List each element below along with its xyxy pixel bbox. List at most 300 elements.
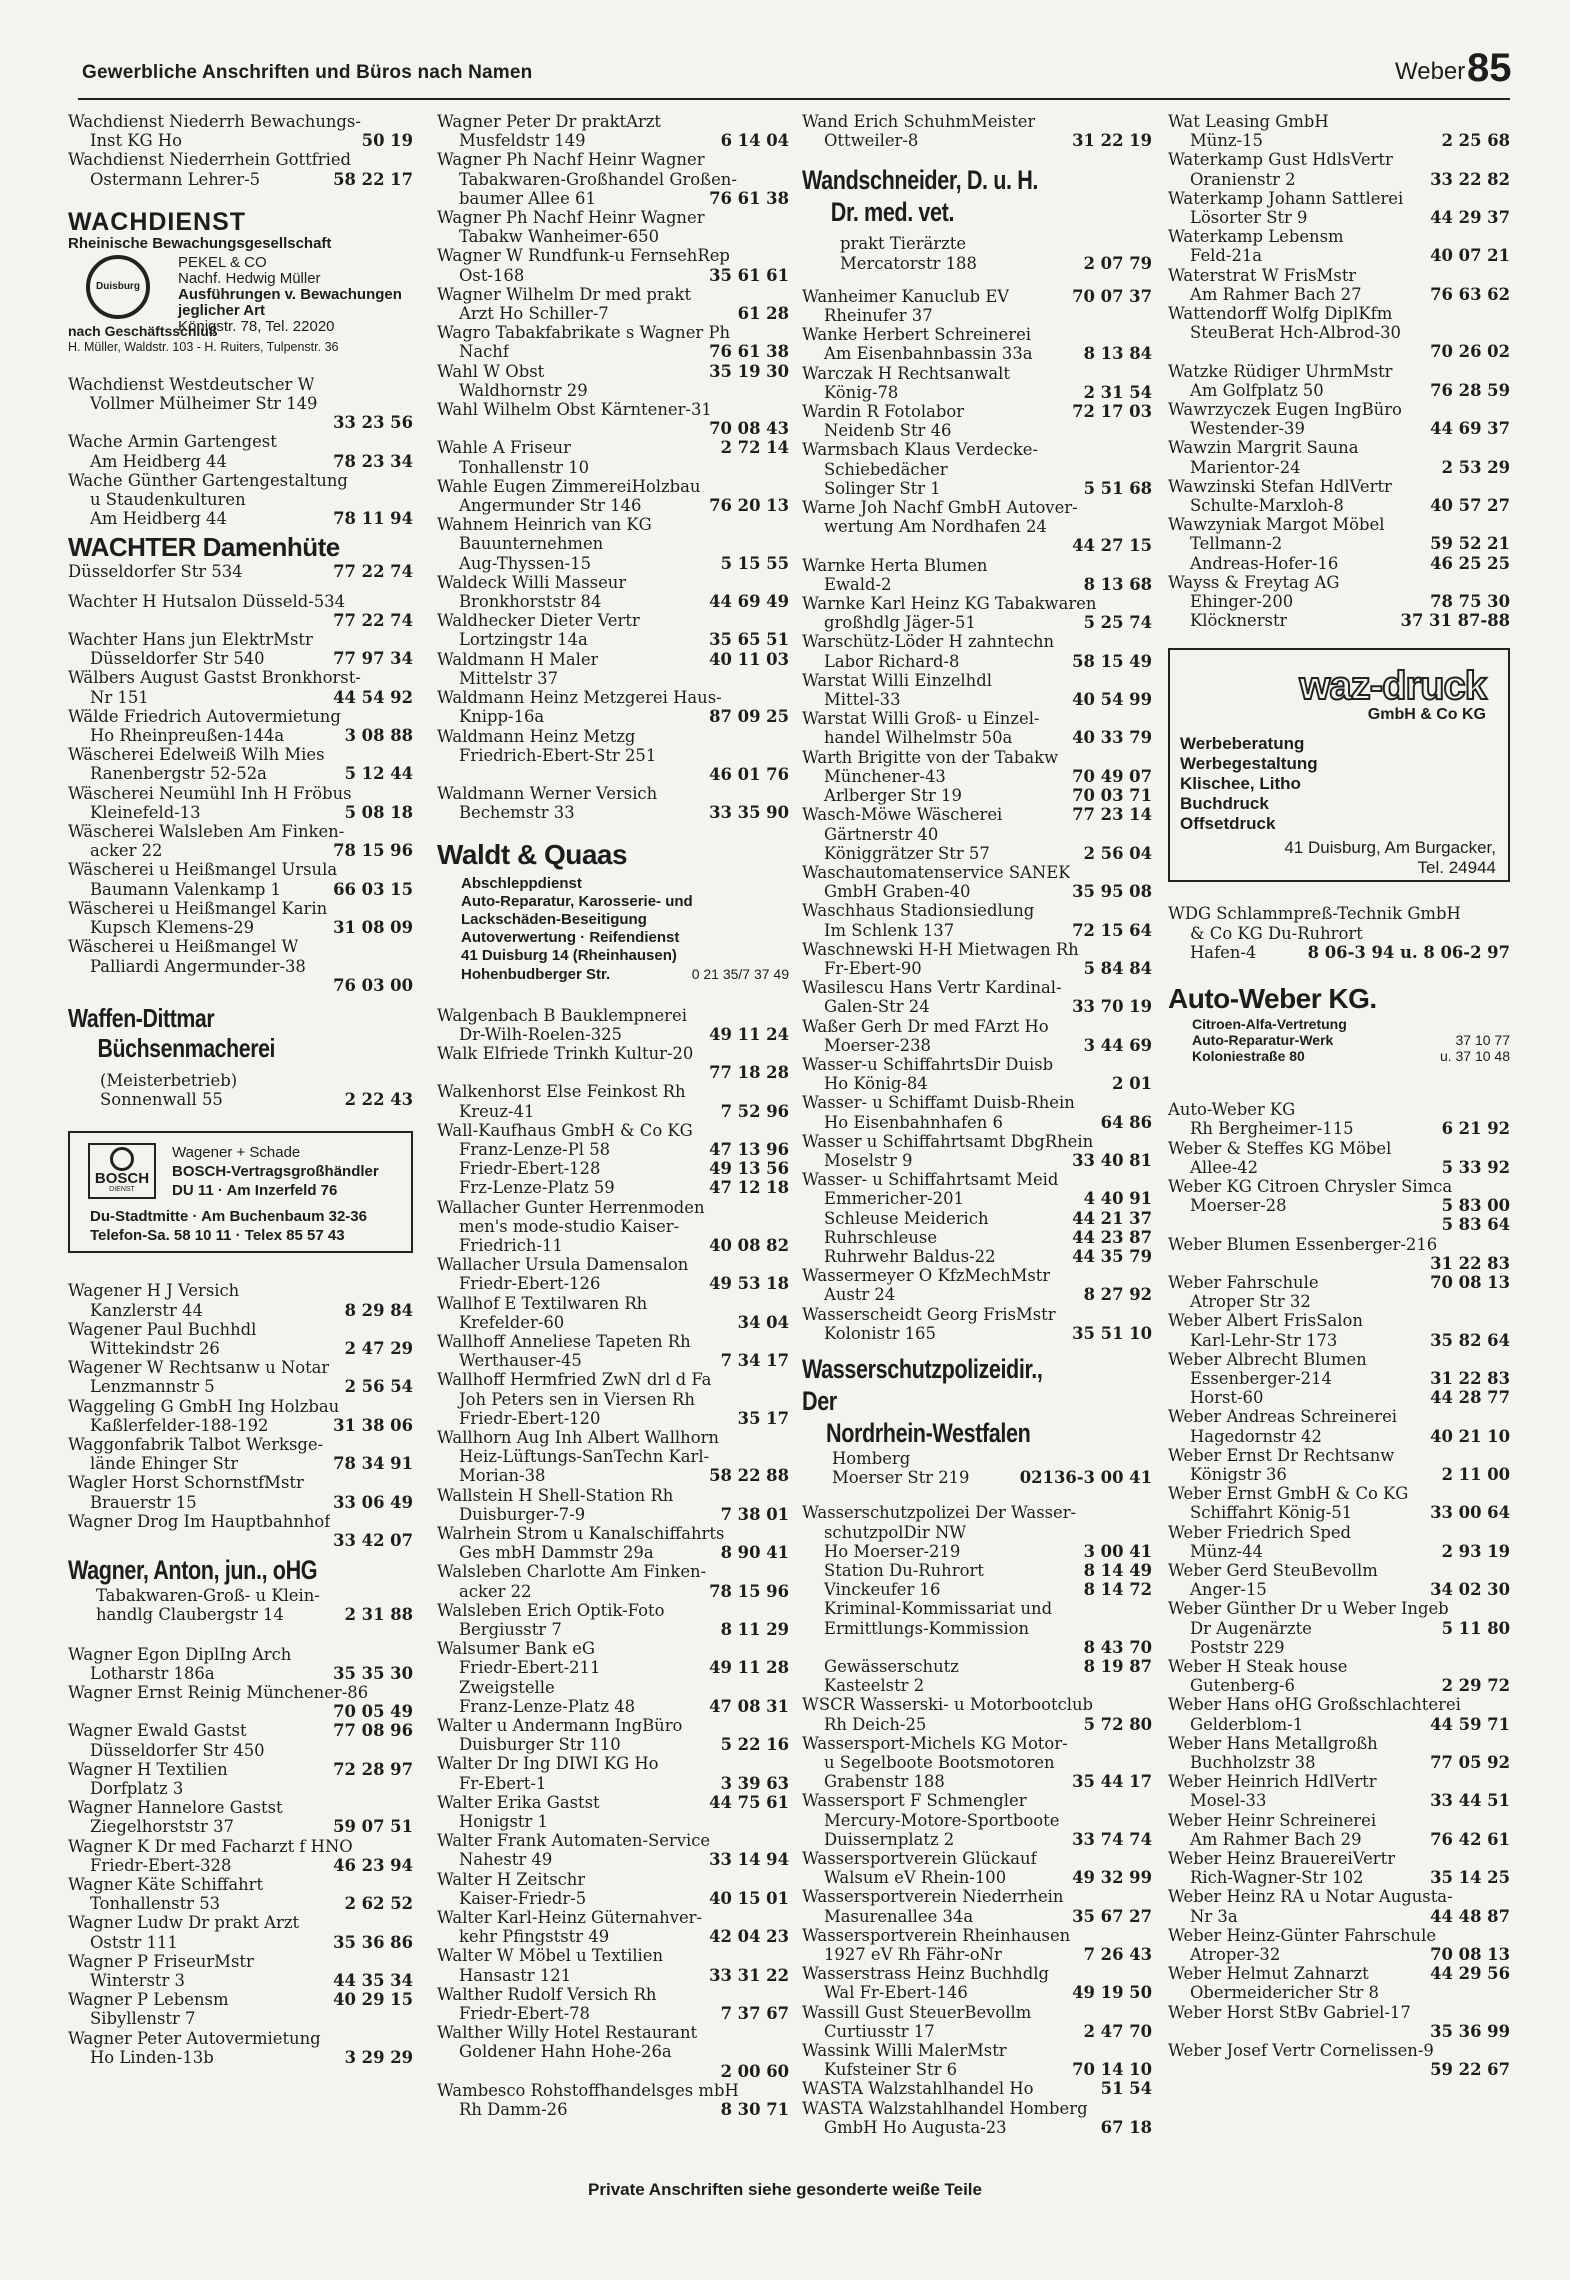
- listing-line: [802, 2099, 1152, 2118]
- listing-address: Tonhallenstr 53: [90, 1894, 221, 1914]
- listing-line: [68, 1875, 413, 1894]
- listing-entry: [68, 471, 413, 529]
- wagner-anton-entry: [68, 1554, 413, 1624]
- listing-address: Ho Moerser-219: [824, 1541, 961, 1561]
- listing-line: [1168, 266, 1510, 285]
- listing-name: Waldmann Heinz Metzg: [437, 726, 636, 746]
- listing-line: [68, 1435, 413, 1454]
- listing-line: [1168, 1715, 1510, 1734]
- listing-line: [68, 784, 413, 803]
- listing-name: Wallhorn Aug Inh Albert Wallhorn: [437, 1427, 719, 1447]
- listing-phone: 2 47 70: [1083, 2021, 1152, 2041]
- listing-line: [68, 630, 413, 649]
- listing-line: [68, 668, 413, 687]
- listing-line: [437, 1889, 789, 1908]
- listing-name: Walter Karl-Heinz Güternahver-: [437, 1908, 703, 1928]
- listing-phone: 33 06 49: [333, 1492, 413, 1512]
- listing-line: [1168, 1676, 1510, 1695]
- listing-address: Neidenb Str 46: [824, 421, 952, 441]
- listing-line: [1168, 1311, 1510, 1330]
- listing-phone: 40 08 82: [709, 1235, 789, 1255]
- listing-phone: 5 83 00: [1441, 1196, 1510, 1216]
- listing-address: Kufsteiner Str 6: [824, 2060, 958, 2080]
- listing-line: [802, 632, 1152, 651]
- listing-phone: 33 00 64: [1430, 1503, 1510, 1523]
- listing-phone: 7 37 67: [720, 2004, 789, 2024]
- listing-entry: [437, 2023, 789, 2081]
- listing-name: Walkenhorst Else Feinkost Rh: [437, 1082, 686, 1102]
- listing-entry: [802, 1849, 1152, 1887]
- header-rule: [78, 98, 1510, 100]
- listing-line: [802, 1599, 1152, 1618]
- listing-line: [437, 784, 789, 803]
- listing-line: [437, 266, 789, 285]
- listing-line: [68, 899, 413, 918]
- listing-line: [802, 2060, 1152, 2079]
- listing-address: Inst KG Ho: [90, 131, 182, 151]
- wandschneider-entry: [802, 164, 1152, 272]
- listing-name: Wahl W Obst: [437, 361, 545, 381]
- listing-phone: 8 13 68: [1083, 574, 1152, 594]
- listing-name: Walter H Zeitschr: [437, 1869, 586, 1889]
- listing-line: [437, 1428, 789, 1447]
- listing-line: [802, 1964, 1152, 1983]
- listing-line: [1168, 400, 1510, 419]
- listing-address: Mosel-33: [1190, 1791, 1267, 1811]
- listing-line: [437, 381, 789, 400]
- listing-line: [802, 613, 1152, 632]
- listing-entry: [68, 1875, 413, 1913]
- listing-line: [802, 2003, 1152, 2022]
- listing-line: [1168, 924, 1510, 943]
- listing-entry: [68, 432, 413, 470]
- listing-phone: 3 44 69: [1083, 1035, 1152, 1055]
- logo-text: waz-druck: [1299, 664, 1486, 709]
- listing-entry: [1168, 1599, 1510, 1657]
- page-footer: Private Anschriften siehe gesonderte weiße Teile: [588, 2180, 982, 2199]
- listing-entry: [437, 1198, 789, 1256]
- listing-phone: 78 75 30: [1430, 592, 1510, 612]
- listing-line: [437, 304, 789, 323]
- listing-entry: [1168, 266, 1510, 304]
- listing-line: [802, 959, 1152, 978]
- listing-line: [68, 1377, 413, 1396]
- listing-name: Warth Brigitte von der Tabakw: [802, 747, 1059, 767]
- listing-line: [802, 112, 1152, 131]
- listing-entry: [68, 937, 413, 995]
- listing-line: [437, 1716, 789, 1735]
- listing-line: [437, 1601, 789, 1620]
- listing-address: Hagedornstr 42: [1190, 1426, 1322, 1446]
- listing-phone: 31 08 09: [333, 918, 413, 938]
- listing-line: [68, 976, 413, 995]
- listing-line: [1168, 285, 1510, 304]
- listing-line: [802, 1113, 1152, 1132]
- listing-name: Wanheimer Kanuclub EV: [802, 286, 1010, 306]
- phone: 2 31 88: [344, 1605, 413, 1625]
- listing-line: [1168, 1235, 1510, 1254]
- listing-phone: 40 21 10: [1430, 1426, 1510, 1446]
- listing-address: Westender-39: [1190, 419, 1305, 439]
- listing-name: WASTA Walzstahlhandel Homberg: [802, 2098, 1088, 2118]
- listing-line: [437, 1812, 789, 1831]
- ad-company: PEKEL & CO: [178, 253, 267, 271]
- listing-line: [68, 1741, 413, 1760]
- listing-name: Weber Blumen Essenberger-216: [1168, 1234, 1438, 1254]
- listing-address: Rh Deich-25: [824, 1714, 927, 1734]
- listing-phone: 33 70 19: [1072, 997, 1152, 1017]
- listing-name: WASTA Walzstahlhandel Ho: [802, 2079, 1034, 2099]
- listing-line: [437, 419, 789, 438]
- phone: 2 22 43: [344, 1090, 413, 1110]
- listing-line: [68, 131, 413, 150]
- column-2: [437, 112, 789, 2119]
- listing-line: [68, 1894, 413, 1913]
- waffen-title: Waffen-Dittmar: [68, 1002, 215, 1033]
- listing-line: [437, 803, 789, 822]
- listing-line: [802, 402, 1152, 421]
- wachter-title: WACHTER Damenhüte: [68, 532, 340, 563]
- listing-name: Weber Hans Metallgroßh: [1168, 1733, 1378, 1753]
- auto-weber-title: Auto-Weber KG.: [1168, 983, 1377, 1015]
- listing-line: [802, 1849, 1152, 1868]
- listing-line: [802, 344, 1152, 363]
- listing-line: [437, 1447, 789, 1466]
- listing-phone: 33 31 22: [709, 1965, 789, 1985]
- listing-line: [437, 1332, 789, 1351]
- listing-entry: [437, 1639, 789, 1716]
- listing-phone: 3 00 41: [1083, 1541, 1152, 1561]
- ad-line: Telefon-Sa. 58 10 11 · Telex 85 57 43: [90, 1227, 345, 1245]
- listing-address: Im Schlenk 137: [824, 920, 955, 940]
- listing-phone: 35 17: [737, 1408, 789, 1428]
- listing-name: Wache Günther Gartengestaltung: [68, 470, 348, 490]
- listing-phone: 6 14 04: [720, 131, 789, 151]
- listing-line: [1168, 1407, 1510, 1426]
- listing-line: [68, 745, 413, 764]
- listing-entry: [437, 1006, 789, 1044]
- listing-address: Münz-15: [1190, 131, 1263, 151]
- listing-name: Weber Hans oHG Großschlachterei: [1168, 1695, 1461, 1715]
- listing-phone: 44 69 37: [1430, 419, 1510, 439]
- listing-line: [1168, 438, 1510, 457]
- listing-address: Station Du-Ruhrort: [824, 1561, 984, 1580]
- listing-entry: [437, 1428, 789, 1486]
- listing-line: [1168, 1177, 1510, 1196]
- listing-name: Wardin R Fotolabor: [802, 402, 965, 422]
- listing-line: [802, 1580, 1152, 1599]
- listing-line: [802, 1657, 1152, 1676]
- listing-address: Galen-Str 24: [824, 997, 930, 1017]
- listing-phone: 49 13 56: [709, 1159, 789, 1179]
- listing-line: [802, 671, 1152, 690]
- listing-line: [1168, 189, 1510, 208]
- listing-name: Wanke Herbert Schreinerei: [802, 325, 1032, 345]
- listing-address: Lortzingstr 14a: [459, 630, 588, 650]
- entries-group: [802, 1503, 1152, 2137]
- listing-line: [1168, 554, 1510, 573]
- listing-address: Nr 3a: [1190, 1906, 1238, 1926]
- listing-line: [437, 1198, 789, 1217]
- listing-line: [68, 1320, 413, 1339]
- listing-address: Zweigstelle: [459, 1677, 555, 1697]
- listing-name: Weber Günther Dr u Weber Ingeb: [1168, 1599, 1449, 1619]
- listing-name: Wasser u Schiffahrtsamt DbgRhein: [802, 1131, 1094, 1151]
- listing-entry: [1168, 362, 1510, 400]
- listing-line: [68, 2029, 413, 2048]
- listing-address: Ranenbergstr 52-52a: [90, 764, 267, 784]
- listing-address: Kasteelstr 2: [824, 1676, 925, 1696]
- ad-line: Klischee, Litho: [1180, 774, 1301, 794]
- listing-name: Weber Heinz-Günter Fahrschule: [1168, 1925, 1437, 1945]
- listing-phone: 70 08 43: [709, 419, 789, 439]
- listing-name: Wawzin Margrit Sauna: [1168, 438, 1359, 458]
- listing-name: Wagner P Lebensm: [68, 1990, 229, 2010]
- listing-address: kehr Pfingststr 49: [459, 1927, 610, 1947]
- listing-entry: [68, 1760, 413, 1798]
- listing-line: [68, 1281, 413, 1300]
- listing-entry: [437, 1332, 789, 1370]
- listing-phone: 34 02 30: [1430, 1580, 1510, 1600]
- listing-phone: 8 27 92: [1083, 1285, 1152, 1305]
- listing-address: Düsseldorfer Str 540: [90, 649, 265, 669]
- listing-address: Krefelder-60: [459, 1312, 565, 1332]
- listing-entry: [437, 246, 789, 284]
- listing-line: [68, 112, 413, 131]
- listing-line: [437, 1639, 789, 1658]
- listing-line: [802, 1638, 1152, 1657]
- listing-line: [437, 1908, 789, 1927]
- listing-line: [1168, 1503, 1510, 1522]
- listing-line: [68, 918, 413, 937]
- listing-address: Andreas-Hofer-16: [1190, 553, 1339, 573]
- listing-address: Sibyllenstr 7: [90, 2009, 196, 2029]
- page-number: 85: [1467, 46, 1512, 90]
- listing-entry: [437, 727, 789, 785]
- listing-line: [68, 764, 413, 783]
- listing-address: Ho König-84: [824, 1074, 928, 1094]
- listing-entry: [68, 1913, 413, 1951]
- listing-line: [68, 413, 413, 432]
- listing-line: [437, 400, 789, 419]
- entries-group: [68, 1281, 413, 1550]
- listing-name: Weber Gerd SteuBevollm: [1168, 1560, 1378, 1580]
- listing-line: [1168, 1350, 1510, 1369]
- listing-line: [802, 997, 1152, 1016]
- listing-line: [437, 227, 789, 246]
- listing-address: Atroper-32: [1190, 1945, 1281, 1965]
- listing-line: [802, 575, 1152, 594]
- listing-phone: 35 95 08: [1072, 882, 1152, 902]
- listing-name: Warnke Herta Blumen: [802, 555, 988, 575]
- listing-phone: 44 28 77: [1430, 1388, 1510, 1408]
- listing-address: Horst-60: [1190, 1388, 1264, 1408]
- listing-line: [1168, 1887, 1510, 1906]
- listing-phone: 5 72 80: [1083, 1714, 1152, 1734]
- listing-line: [68, 1683, 413, 1702]
- listing-entry: [802, 1132, 1152, 1170]
- listing-line: [437, 112, 789, 131]
- listing-line: [68, 1702, 413, 1721]
- ad-line: Citroen-Alfa-Vertretung: [1192, 1016, 1347, 1033]
- listing-line: [802, 1561, 1152, 1580]
- listing-line: [437, 2023, 789, 2042]
- listing-line: [68, 688, 413, 707]
- listing-phone: 44 29 37: [1430, 208, 1510, 228]
- listing-phone: 58 15 49: [1072, 651, 1152, 671]
- listing-phone: 35 36 99: [1430, 2021, 1510, 2041]
- listing-address: Am Golfplatz 50: [1190, 380, 1324, 400]
- addr: Mercatorstr 188: [840, 253, 977, 273]
- listing-entry: [1168, 2041, 1510, 2079]
- listing-line: [437, 1236, 789, 1255]
- entries-group: [437, 112, 789, 823]
- listing-address: Gewässerschutz: [824, 1657, 959, 1677]
- listing-line: [68, 611, 413, 630]
- listing-phone: 47 08 31: [709, 1696, 789, 1716]
- listing-address: Oranienstr 2: [1190, 169, 1296, 189]
- listing-entry: [1168, 112, 1510, 150]
- listing-entry: [1168, 1657, 1510, 1695]
- listing-line: [1168, 1964, 1510, 1983]
- listing-line: [802, 306, 1152, 325]
- listing-address: Bergiusstr 7: [459, 1620, 562, 1640]
- listing-line: [802, 786, 1152, 805]
- listing-line: [802, 498, 1152, 517]
- listing-line: [802, 2079, 1152, 2098]
- listing-name: Walter u Andermann IngBüro: [437, 1716, 683, 1736]
- listing-phone: 5 22 16: [720, 1735, 789, 1755]
- listing-entry: [437, 438, 789, 476]
- listing-name: Wallhof E Textilwaren Rh: [437, 1293, 648, 1313]
- listing-phone: 70 08 13: [1430, 1945, 1510, 1965]
- listing-phone: 70 03 71: [1072, 786, 1152, 806]
- listing-line: [802, 421, 1152, 440]
- listing-phone: 33 35 90: [709, 803, 789, 823]
- listing-entry: [68, 112, 413, 150]
- listing-address: Angermunder Str 146: [459, 496, 642, 516]
- listing-entry: [437, 1716, 789, 1754]
- addr: Düsseldorfer Str 534: [68, 562, 243, 582]
- listing-name: Wagner Käte Schiffahrt: [68, 1875, 264, 1894]
- listing-address: Obermeidericher Str 8: [1190, 1983, 1379, 2003]
- listing-phone: 40 57 27: [1430, 496, 1510, 516]
- listing-name: Wassill Gust SteuerBevollm: [802, 2002, 1032, 2022]
- listing-name: Auto-Weber KG: [1168, 1100, 1296, 1120]
- ad-line: Auto-Reparatur-Werk: [1192, 1032, 1334, 1049]
- listing-address: Solinger Str 1: [824, 478, 941, 498]
- entries-group: [68, 375, 413, 529]
- listing-phone: 5 83 64: [1441, 1215, 1510, 1235]
- listing-name: Wagner Ludw Dr prakt Arzt: [68, 1913, 300, 1933]
- listing-entry: [802, 498, 1152, 556]
- listing-address: Duissernplatz 2: [824, 1829, 955, 1849]
- listing-address: Bauunternehmen: [459, 534, 604, 554]
- listing-entry: [437, 1601, 789, 1639]
- listing-name: Wagner Wilhelm Dr med prakt: [437, 284, 692, 304]
- listing-address: Emmericher-201: [824, 1189, 964, 1209]
- listing-name: Walsleben Erich Optik-Foto: [437, 1600, 665, 1620]
- listing-line: [437, 477, 789, 496]
- listing-phone: 44 54 92: [333, 687, 413, 707]
- ad-line: Auto-Reparatur, Karosserie- und: [461, 892, 693, 910]
- listing-name: Warstat Willi Einzelhdl: [802, 670, 992, 690]
- listing-name: Wagener H J Versich: [68, 1281, 240, 1301]
- listing-phone: 40 15 01: [709, 1888, 789, 1908]
- listing-phone: 44 48 87: [1430, 1906, 1510, 1926]
- listing-line: [802, 1868, 1152, 1887]
- listing-phone: 76 61 38: [709, 188, 789, 208]
- listing-line: [1168, 1599, 1510, 1618]
- listing-line: [437, 1562, 789, 1581]
- listing-line: [802, 1772, 1152, 1791]
- listing-name: Weber Albrecht Blumen: [1168, 1349, 1367, 1369]
- entries-group: [1168, 904, 1510, 962]
- listing-line: [802, 1074, 1152, 1093]
- listing-entry: [1168, 1484, 1510, 1522]
- listing-address: Klöcknerstr: [1190, 611, 1288, 631]
- listing-address: 1927 eV Rh Fähr-oNr: [824, 1945, 1002, 1965]
- listing-line: [802, 1926, 1152, 1945]
- listing-entry: [802, 1055, 1152, 1093]
- listing-phone: 77 18 28: [709, 1063, 789, 1083]
- listing-entry: [437, 150, 789, 208]
- listing-line: [437, 650, 789, 669]
- ad-line: Lackschäden-Beseitigung: [461, 910, 647, 928]
- listing-line: [802, 2041, 1152, 2060]
- listing-line: [1168, 1868, 1510, 1887]
- listing-line: [68, 1473, 413, 1492]
- listing-phone: 35 65 51: [709, 630, 789, 650]
- listing-name: Wachdienst Niederrh Bewachungs-: [68, 112, 361, 131]
- listing-line: [802, 1266, 1152, 1285]
- listing-entry: [1168, 1407, 1510, 1445]
- listing-line: [437, 1121, 789, 1140]
- listing-address: handel Wilhelmstr 50a: [824, 728, 1013, 748]
- listing-line: [437, 1063, 789, 1082]
- listing-name: Waterkamp Johann Sattlerei: [1168, 188, 1404, 208]
- listing-entry: [1168, 1273, 1510, 1311]
- listing-phone: 2 11 00: [1441, 1464, 1510, 1484]
- listing-name: Wahle A Friseur: [437, 438, 571, 458]
- listing-entry: [1168, 1772, 1510, 1810]
- listing-phone: 50 19: [361, 131, 413, 151]
- ad-line: 41 Duisburg, Am Burgacker,: [1284, 838, 1496, 858]
- ad-line: Nachf. Hedwig Müller: [178, 269, 321, 287]
- listing-phone: 37 31 87-88: [1400, 611, 1510, 631]
- listing-phone: 76 63 62: [1430, 284, 1510, 304]
- listing-phone: 77 08 96: [333, 1721, 413, 1741]
- listing-line: [802, 1619, 1152, 1638]
- listing-address: Ho Linden-13b: [90, 2047, 214, 2067]
- wsp-title: Wasserschutzpolizeidir., Der: [802, 1353, 1043, 1416]
- listing-address: Mercury-Motore-Sportboote: [824, 1810, 1060, 1830]
- listing-entry: [437, 611, 789, 649]
- listing-entry: [1168, 904, 1510, 962]
- wandschneider-title: Wandschneider, D. u. H.: [802, 165, 1039, 196]
- listing-address: Tellmann-2: [1190, 534, 1283, 554]
- listing-entry: [437, 688, 789, 726]
- listing-address: Kaiser-Friedr-5: [459, 1888, 587, 1908]
- listing-line: [1168, 1446, 1510, 1465]
- listing-address: Brauerstr 15: [90, 1492, 197, 1512]
- listing-address: Waldhornstr 29: [459, 380, 588, 400]
- listing-address: Fr-Ebert-90: [824, 958, 922, 978]
- listing-name: Weber Fahrschule: [1168, 1272, 1319, 1292]
- listing-phone: 7 38 01: [720, 1504, 789, 1524]
- listing-line: [802, 825, 1152, 844]
- listing-name: Waterkamp Lebensm: [1168, 227, 1344, 247]
